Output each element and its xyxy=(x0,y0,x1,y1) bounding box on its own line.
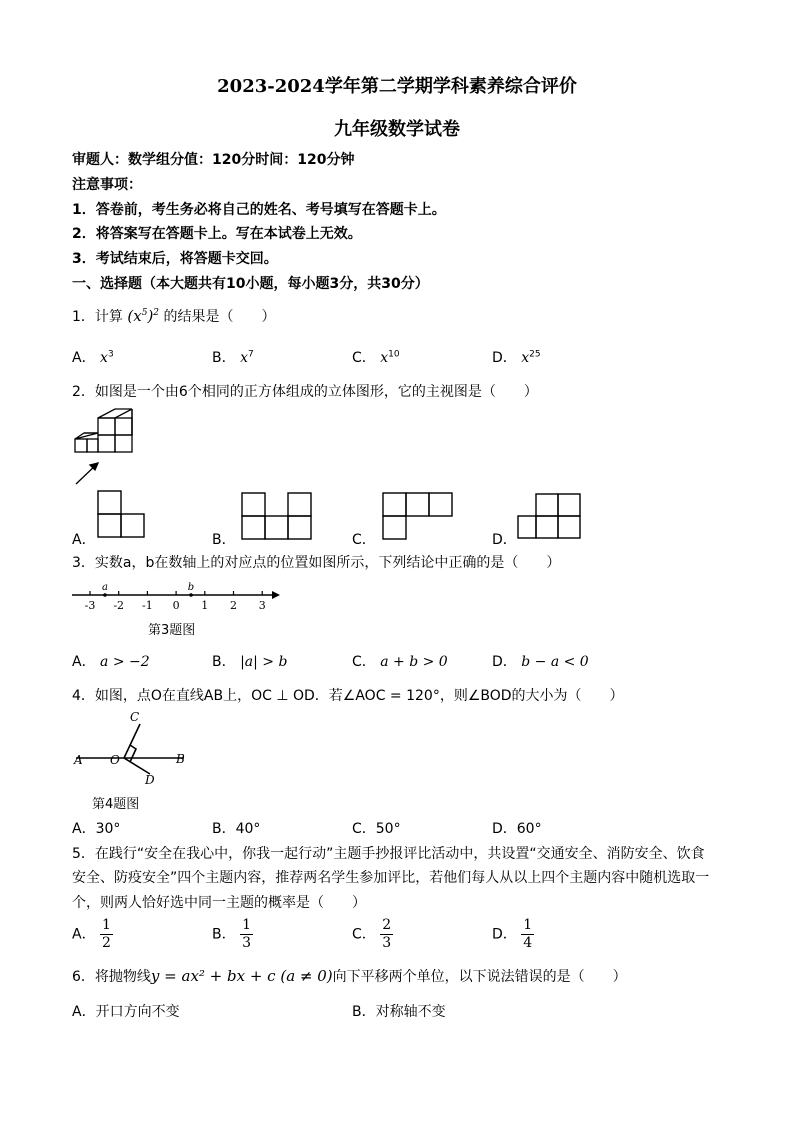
q4-option-d[interactable]: D．60° xyxy=(492,821,542,837)
q1-option-d-label: D． xyxy=(492,350,517,366)
question-4: 4．如图，点O在直线AB上，OC ⊥ OD．若∠AOC = 120°，则∠BOD的大小为（ ） xyxy=(72,688,624,704)
q1-option-b-exp: 7 xyxy=(247,349,254,360)
q5-option-b-num: 1 xyxy=(242,917,251,933)
q3-tick-label: 3 xyxy=(258,599,266,612)
q6-prefix: 6．将抛物线 xyxy=(72,969,151,985)
q6-suffix: 向下平移两个单位，以下说法错误的是（ ） xyxy=(332,969,627,985)
q3-option-a-value: a > −2 xyxy=(100,654,150,670)
q3-tick-label: -3 xyxy=(84,599,96,612)
q1-option-d[interactable] xyxy=(492,347,541,367)
q4-label-c: C xyxy=(130,710,140,724)
q5-option-c-num: 2 xyxy=(382,917,392,933)
q5-option-c[interactable] xyxy=(352,917,393,952)
q2-option-d-figure xyxy=(516,491,586,543)
question-5-line-1: 5．在践行“安全在我心中，你我一起行动”主题手抄报评比活动中，共设置“交通安全、消防安全、饮食 xyxy=(72,846,705,862)
q1-option-c-base: x xyxy=(380,350,389,366)
q1-option-a[interactable] xyxy=(72,347,114,367)
q1-option-d-exp: 25 xyxy=(529,349,541,360)
q1-suffix: 的结果是（ ） xyxy=(163,309,276,325)
q4-label-a: A xyxy=(74,753,83,767)
question-5-line-3: 个，则两人恰好选中同一主题的概率是（ ） xyxy=(72,895,366,911)
q3-tick-label: 1 xyxy=(201,599,209,612)
question-3: 3．实数a，b在数轴上的对应点的位置如图所示，下列结论中正确的是（ ） xyxy=(72,555,561,571)
question-5-line-2: 安全、防疫安全”四个主题内容，推荐两名学生参加评比，若他们每人从以上四个主题内容中随机选取一 xyxy=(72,870,710,886)
q5-option-b-fraction xyxy=(240,917,253,952)
q3-point-b: b xyxy=(187,582,195,593)
q3-tick-label: -1 xyxy=(142,599,153,612)
q3-option-d[interactable] xyxy=(492,651,589,671)
q3-option-c[interactable] xyxy=(352,651,448,671)
q5-option-a-den: 2 xyxy=(102,935,111,951)
q5-option-c-fraction xyxy=(380,917,393,952)
q2-option-a-label[interactable]: A． xyxy=(72,532,96,548)
q5-option-a-fraction xyxy=(100,917,113,952)
q4-caption: 第4题图 xyxy=(92,797,140,812)
q3-option-d-label: D． xyxy=(492,654,517,670)
q3-caption: 第3题图 xyxy=(148,623,196,638)
q1-base: x xyxy=(133,307,142,325)
q1-expression: $(x^5)^2$ xyxy=(127,307,160,325)
q4-angle-figure xyxy=(72,708,197,788)
q5-option-b-den: 3 xyxy=(242,935,251,951)
q5-option-d-num: 1 xyxy=(523,917,533,933)
q3-option-b-value: |a| > b xyxy=(240,654,288,670)
q5-option-d-label: D． xyxy=(492,926,517,943)
q5-option-c-label: C． xyxy=(352,926,376,943)
q3-option-a-label: A． xyxy=(72,654,96,670)
question-6 xyxy=(72,966,627,986)
q4-option-b[interactable]: B．40° xyxy=(212,821,261,837)
exam-info: 审题人：数学组分值：120分时间：120分钟 xyxy=(72,152,355,168)
notice-2: 2．将答案写在答题卡上。写在本试卷上无效。 xyxy=(72,226,362,242)
q1-option-b-base: x xyxy=(240,350,248,366)
q5-option-b[interactable] xyxy=(212,917,253,952)
q3-option-a[interactable] xyxy=(72,651,150,671)
question-1 xyxy=(72,306,275,326)
q1-option-d-base: x xyxy=(521,350,530,366)
notice-3: 3．考试结束后，将答题卡交回。 xyxy=(72,251,278,267)
q5-option-c-den: 3 xyxy=(382,935,392,951)
q3-tick-label: 0 xyxy=(172,599,180,612)
q5-option-a-label: A． xyxy=(72,926,96,943)
q1-option-a-exp: 3 xyxy=(107,349,114,360)
q3-tick-label: -2 xyxy=(113,599,125,612)
q6-option-b[interactable]: B．对称轴不变 xyxy=(352,1004,446,1020)
q5-option-a-num: 1 xyxy=(102,917,111,933)
q5-option-d-den: 4 xyxy=(523,935,533,951)
q2-3d-figure xyxy=(72,406,142,486)
q2-option-c-label[interactable]: C． xyxy=(352,532,376,548)
q4-label-o: O xyxy=(110,753,120,767)
q1-option-a-label: A． xyxy=(72,350,96,366)
q1-option-c-exp: 10 xyxy=(388,349,400,360)
q6-option-a[interactable]: A．开口方向不变 xyxy=(72,1004,180,1020)
q3-point-a: a xyxy=(102,582,108,593)
exam-subtitle: 九年级数学试卷 xyxy=(334,119,460,140)
q3-option-d-value: b − a < 0 xyxy=(521,654,589,670)
q1-option-b[interactable] xyxy=(212,347,254,367)
q5-option-d[interactable] xyxy=(492,917,534,952)
exam-title: 2023-2024学年第二学期学科素养综合评价 xyxy=(217,76,577,97)
q2-option-c-figure xyxy=(381,491,456,543)
q1-prefix: 1．计算 xyxy=(72,309,123,325)
q1-outer-exp: 2 xyxy=(153,308,160,318)
q3-number-line xyxy=(70,580,285,614)
q4-option-a[interactable]: A．30° xyxy=(72,821,121,837)
q3-option-b-label: B． xyxy=(212,654,236,670)
q4-option-c[interactable]: C．50° xyxy=(352,821,401,837)
q6-expression: y = ax² + bx + c (a ≠ 0) xyxy=(150,967,333,985)
q5-option-d-fraction xyxy=(521,917,534,952)
section-heading: 一、选择题（本大题共有10小题，每小题3分，共30分） xyxy=(72,276,429,292)
q1-option-b-label: B． xyxy=(212,350,236,366)
q3-option-b[interactable] xyxy=(212,651,287,671)
q5-option-b-label: B． xyxy=(212,926,236,943)
q1-inner-exp: 5 xyxy=(141,308,148,318)
q1-option-c-label: C． xyxy=(352,350,376,366)
q5-option-a[interactable] xyxy=(72,917,113,952)
q2-option-d-label[interactable]: D． xyxy=(492,532,517,548)
notice-title: 注意事项： xyxy=(72,177,142,193)
q1-option-c[interactable] xyxy=(352,347,400,367)
q3-tick-label: 2 xyxy=(230,599,237,612)
q2-option-b-figure xyxy=(240,491,315,543)
q4-label-b: B xyxy=(176,752,185,766)
q3-option-c-label: C． xyxy=(352,654,376,670)
q2-option-a-figure xyxy=(96,489,146,541)
notice-1: 1．答卷前，考生务必将自己的姓名、考号填写在答题卡上。 xyxy=(72,202,446,218)
q2-option-b-label[interactable]: B． xyxy=(212,532,236,548)
q4-label-d: D xyxy=(145,773,155,787)
q1-option-a-base: x xyxy=(100,350,108,366)
q3-option-c-value: a + b > 0 xyxy=(380,654,448,670)
question-2: 2．如图是一个由6个相同的正方体组成的立体图形，它的主视图是（ ） xyxy=(72,384,538,400)
